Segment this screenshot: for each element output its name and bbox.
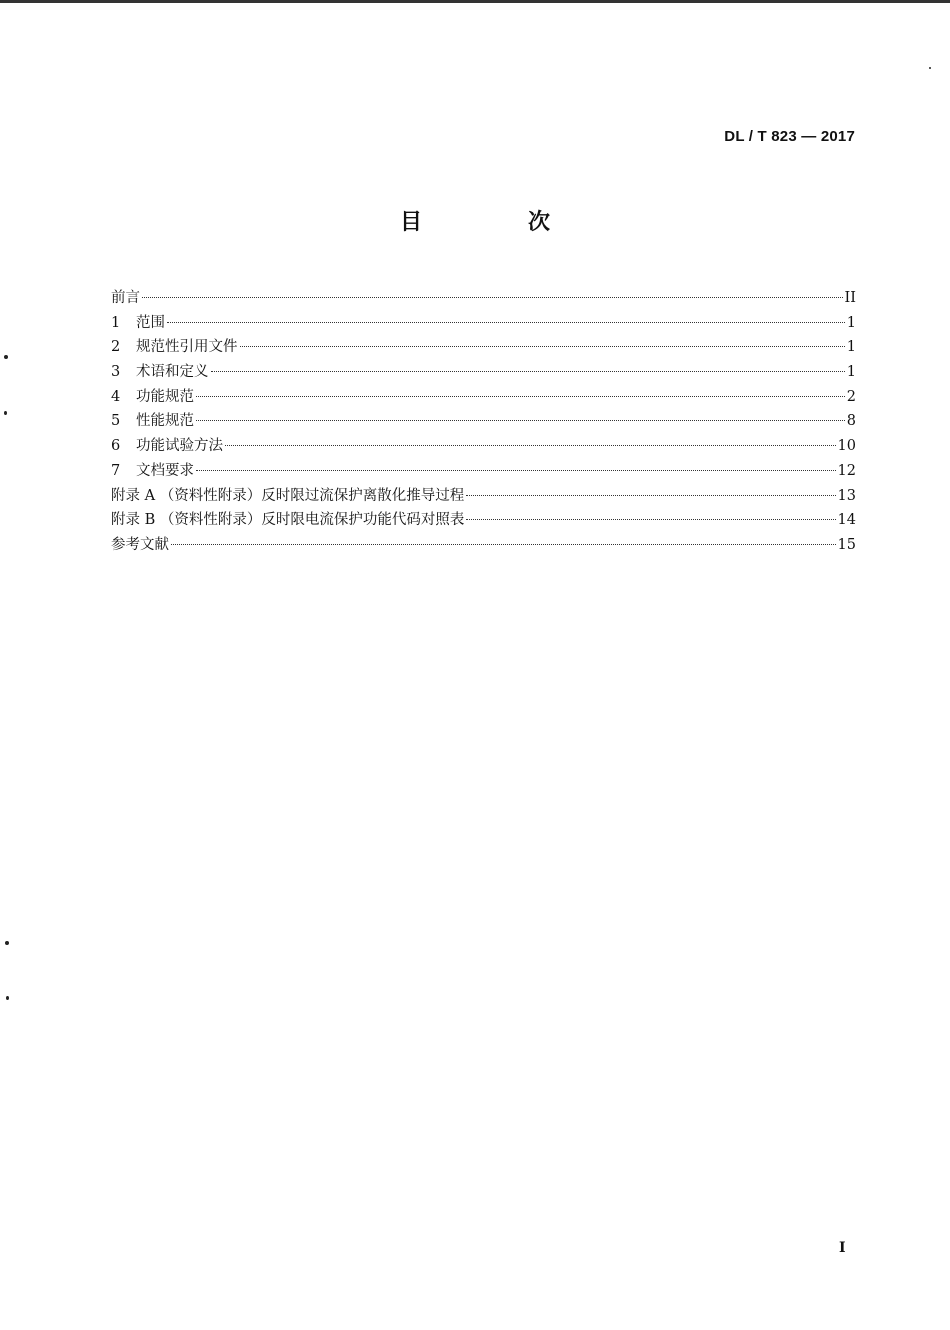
toc-dot-leader (211, 371, 845, 372)
scan-speck (929, 67, 931, 69)
toc-dot-leader (225, 445, 836, 446)
toc-entry-terms-definitions[interactable] (111, 360, 856, 385)
toc-entry-normative-references[interactable] (111, 335, 856, 360)
toc-entry-number: 3 (111, 364, 121, 381)
toc-entry-test-methods[interactable] (111, 434, 856, 459)
scan-speck (4, 355, 8, 359)
toc-entry-page: 1 (846, 339, 856, 356)
toc-entry-number: 2 (111, 339, 121, 356)
table-of-contents (111, 286, 856, 558)
toc-dot-leader (171, 544, 836, 545)
toc-entry-number: 5 (111, 413, 121, 430)
toc-entry-page: II (844, 290, 856, 306)
toc-dot-leader (142, 297, 843, 298)
toc-entry-number: 7 (111, 462, 121, 479)
toc-entry-page: 12 (837, 462, 856, 479)
toc-dot-leader (466, 495, 835, 496)
toc-dot-leader (240, 346, 845, 347)
toc-entry-bibliography[interactable] (111, 533, 856, 558)
toc-dot-leader (196, 420, 845, 421)
toc-entry-page: 13 (837, 487, 856, 504)
scan-speck (6, 996, 9, 1000)
toc-entry-number: 1 (111, 314, 121, 331)
document-code: DL / T 823 — 2017 (724, 128, 855, 145)
toc-entry-appendix-a[interactable] (111, 484, 856, 509)
toc-entry-page: 8 (846, 413, 856, 430)
toc-entry-label: 范围 (136, 314, 165, 331)
toc-dot-leader (196, 396, 845, 397)
toc-entry-page: 10 (837, 438, 856, 455)
toc-entry-appendix-b[interactable] (111, 508, 856, 533)
toc-dot-leader (167, 322, 845, 323)
toc-entry-page: 14 (837, 512, 856, 529)
toc-entry-label: 参考文献 (111, 536, 169, 553)
toc-entry-label: 术语和定义 (136, 364, 209, 381)
toc-entry-label: 规范性引用文件 (136, 339, 238, 356)
scan-speck (4, 411, 7, 415)
scan-speck (5, 941, 9, 945)
toc-dot-leader (466, 519, 835, 520)
toc-entry-performance-spec[interactable] (111, 409, 856, 434)
toc-entry-foreword[interactable] (111, 286, 856, 311)
page-number: I (839, 1240, 846, 1256)
toc-entry-label: 功能试验方法 (136, 438, 223, 455)
toc-entry-page: 2 (846, 388, 856, 405)
toc-entry-page: 1 (846, 314, 856, 331)
toc-entry-scope[interactable] (111, 311, 856, 336)
toc-entry-label: 前言 (111, 290, 140, 306)
toc-title: 目 次 (399, 210, 592, 235)
scan-top-border (0, 0, 950, 3)
toc-entry-number: 4 (111, 388, 121, 405)
toc-entry-label: 附录 B （资料性附录）反时限电流保护功能代码对照表 (111, 512, 465, 529)
toc-entry-documentation[interactable] (111, 459, 856, 484)
toc-entry-label: 附录 A （资料性附录）反时限过流保护离散化推导过程 (111, 487, 465, 504)
toc-entry-number: 6 (111, 438, 121, 455)
toc-entry-function-spec[interactable] (111, 385, 856, 410)
toc-entry-label: 性能规范 (136, 413, 194, 430)
toc-entry-label: 功能规范 (136, 388, 194, 405)
toc-entry-page: 1 (846, 364, 856, 381)
toc-entry-label: 文档要求 (136, 462, 194, 479)
toc-dot-leader (196, 470, 836, 471)
toc-entry-page: 15 (837, 536, 856, 553)
